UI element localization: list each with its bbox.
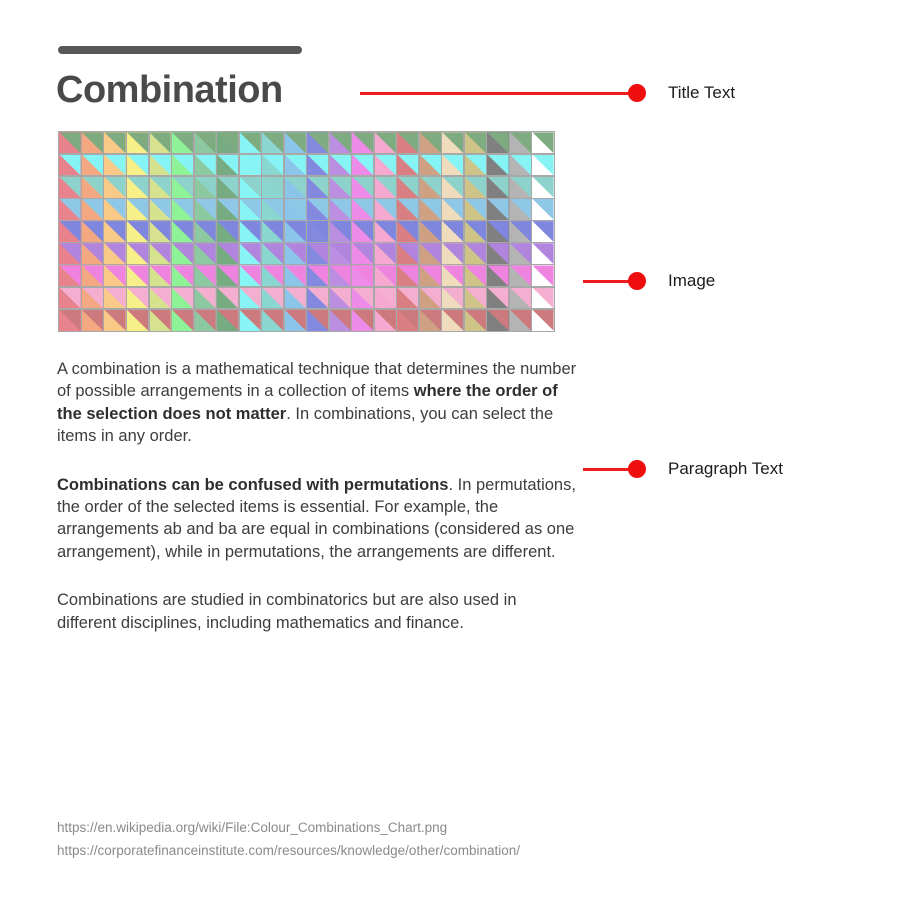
chart-cell — [375, 265, 396, 286]
chart-cell — [532, 177, 553, 198]
chart-cell — [532, 155, 553, 176]
chart-cell — [262, 288, 283, 309]
chart-cell — [82, 288, 103, 309]
chart-cell — [510, 177, 531, 198]
chart-cell — [82, 265, 103, 286]
chart-cell — [532, 199, 553, 220]
chart-cell — [352, 199, 373, 220]
chart-cell — [510, 199, 531, 220]
chart-cell — [487, 288, 508, 309]
chart-cell — [465, 132, 486, 153]
chart-grid — [58, 131, 555, 332]
chart-cell — [127, 288, 148, 309]
chart-cell — [420, 199, 441, 220]
chart-cell — [127, 177, 148, 198]
chart-cell — [172, 265, 193, 286]
chart-cell — [330, 132, 351, 153]
chart-cell — [420, 310, 441, 331]
chart-cell — [104, 310, 125, 331]
callout-leader-line — [360, 92, 630, 95]
chart-cell — [127, 155, 148, 176]
chart-cell — [82, 243, 103, 264]
chart-cell — [397, 243, 418, 264]
chart-cell — [262, 132, 283, 153]
chart-cell — [285, 177, 306, 198]
chart-cell — [127, 199, 148, 220]
chart-cell — [330, 177, 351, 198]
chart-cell — [217, 310, 238, 331]
body-text: A combination is a mathematical technique that determines the number of possible arrangements in a collection of items — [57, 360, 577, 401]
chart-cell — [104, 155, 125, 176]
chart-cell — [172, 221, 193, 242]
chart-cell — [240, 265, 261, 286]
chart-cell — [262, 199, 283, 220]
chart-cell — [307, 265, 328, 286]
colour-combinations-chart-image — [58, 131, 555, 332]
chart-cell — [172, 199, 193, 220]
chart-cell — [352, 177, 373, 198]
chart-cell — [397, 221, 418, 242]
chart-cell — [465, 243, 486, 264]
chart-cell — [307, 132, 328, 153]
chart-cell — [195, 310, 216, 331]
chart-cell — [195, 221, 216, 242]
chart-cell — [217, 265, 238, 286]
chart-cell — [397, 288, 418, 309]
chart-cell — [330, 310, 351, 331]
chart-cell — [375, 155, 396, 176]
chart-cell — [532, 243, 553, 264]
chart-cell — [82, 199, 103, 220]
chart-cell — [59, 265, 80, 286]
chart-cell — [487, 155, 508, 176]
body-copy — [57, 358, 577, 634]
chart-cell — [330, 265, 351, 286]
chart-cell — [285, 132, 306, 153]
chart-cell — [150, 243, 171, 264]
callout-label: Title Text — [668, 83, 736, 102]
chart-cell — [104, 243, 125, 264]
chart-cell — [420, 243, 441, 264]
chart-cell — [487, 199, 508, 220]
chart-cell — [510, 265, 531, 286]
chart-cell — [104, 132, 125, 153]
chart-cell — [82, 132, 103, 153]
callout-dot-icon — [628, 84, 646, 102]
chart-cell — [104, 221, 125, 242]
chart-cell — [442, 243, 463, 264]
page-title: Combination — [56, 69, 283, 111]
chart-cell — [442, 155, 463, 176]
chart-cell — [150, 288, 171, 309]
chart-cell — [532, 310, 553, 331]
chart-cell — [240, 155, 261, 176]
chart-cell — [487, 221, 508, 242]
chart-cell — [195, 288, 216, 309]
chart-cell — [262, 310, 283, 331]
chart-cell — [150, 310, 171, 331]
chart-cell — [195, 243, 216, 264]
chart-cell — [262, 155, 283, 176]
chart-cell — [420, 155, 441, 176]
chart-cell — [442, 199, 463, 220]
chart-cell — [532, 288, 553, 309]
title-accent-bar — [58, 46, 302, 54]
chart-cell — [465, 310, 486, 331]
chart-cell — [352, 310, 373, 331]
chart-cell — [397, 132, 418, 153]
chart-cell — [330, 155, 351, 176]
callout-label: Paragraph Text — [668, 459, 783, 478]
chart-cell — [465, 177, 486, 198]
chart-cell — [352, 155, 373, 176]
chart-cell — [59, 310, 80, 331]
chart-cell — [510, 310, 531, 331]
chart-cell — [195, 132, 216, 153]
chart-cell — [375, 132, 396, 153]
chart-cell — [127, 310, 148, 331]
chart-cell — [352, 221, 373, 242]
chart-cell — [465, 221, 486, 242]
paragraph — [57, 474, 577, 564]
chart-cell — [240, 221, 261, 242]
chart-cell — [82, 221, 103, 242]
chart-cell — [262, 221, 283, 242]
chart-cell — [195, 265, 216, 286]
chart-cell — [487, 132, 508, 153]
chart-cell — [442, 310, 463, 331]
callout-leader-line — [583, 280, 630, 283]
chart-cell — [442, 177, 463, 198]
chart-cell — [307, 155, 328, 176]
chart-cell — [352, 265, 373, 286]
chart-cell — [330, 199, 351, 220]
chart-cell — [172, 243, 193, 264]
chart-cell — [150, 199, 171, 220]
chart-cell — [352, 243, 373, 264]
chart-cell — [487, 310, 508, 331]
chart-cell — [240, 288, 261, 309]
chart-cell — [217, 199, 238, 220]
callout-label: Image — [668, 271, 716, 290]
chart-cell — [217, 221, 238, 242]
chart-cell — [465, 199, 486, 220]
chart-cell — [487, 177, 508, 198]
chart-cell — [172, 132, 193, 153]
chart-cell — [240, 177, 261, 198]
chart-cell — [397, 265, 418, 286]
chart-cell — [285, 243, 306, 264]
emphasis-text: where the order of the selection does not matter — [57, 382, 558, 423]
chart-cell — [375, 221, 396, 242]
chart-cell — [397, 177, 418, 198]
chart-cell — [262, 177, 283, 198]
chart-cell — [285, 199, 306, 220]
chart-cell — [285, 310, 306, 331]
chart-cell — [532, 265, 553, 286]
chart-cell — [217, 288, 238, 309]
chart-cell — [307, 243, 328, 264]
chart-cell — [442, 132, 463, 153]
chart-cell — [375, 310, 396, 331]
chart-cell — [195, 199, 216, 220]
chart-cell — [510, 288, 531, 309]
chart-cell — [285, 288, 306, 309]
chart-cell — [420, 288, 441, 309]
sources-list — [57, 816, 757, 862]
body-text: . In combinations, you can select the items in any order. — [57, 404, 554, 446]
chart-cell — [510, 243, 531, 264]
source-url[interactable]: https://corporatefinanceinstitute.com/resources/knowledge/other/combination/ — [57, 843, 521, 858]
chart-cell — [127, 132, 148, 153]
chart-cell — [420, 265, 441, 286]
chart-cell — [172, 177, 193, 198]
chart-cell — [172, 155, 193, 176]
paragraph — [57, 589, 577, 634]
chart-cell — [217, 243, 238, 264]
chart-cell — [104, 265, 125, 286]
body-text: . In permutations, the order of the selected items is essential. For example, the arrangements ab and ba are equal in combinations (considered as one arrangement), while in permutations, the arrangements are different. — [57, 475, 576, 561]
chart-cell — [150, 177, 171, 198]
chart-cell — [82, 155, 103, 176]
chart-cell — [487, 265, 508, 286]
chart-cell — [510, 221, 531, 242]
chart-cell — [59, 132, 80, 153]
chart-cell — [532, 132, 553, 153]
chart-cell — [375, 199, 396, 220]
callout-dot-icon — [628, 272, 646, 290]
callout-leader-line — [583, 468, 630, 471]
chart-cell — [104, 199, 125, 220]
chart-cell — [307, 288, 328, 309]
chart-cell — [465, 265, 486, 286]
chart-cell — [420, 132, 441, 153]
chart-cell — [307, 310, 328, 331]
chart-cell — [150, 221, 171, 242]
chart-cell — [420, 177, 441, 198]
chart-cell — [172, 310, 193, 331]
chart-cell — [217, 177, 238, 198]
emphasis-text: Combinations can be confused with permutations — [57, 475, 449, 494]
chart-cell — [59, 243, 80, 264]
chart-cell — [420, 221, 441, 242]
chart-cell — [465, 155, 486, 176]
chart-cell — [510, 132, 531, 153]
paragraph — [57, 358, 577, 448]
chart-cell — [285, 155, 306, 176]
chart-cell — [375, 177, 396, 198]
chart-cell — [330, 243, 351, 264]
chart-cell — [127, 265, 148, 286]
chart-cell — [240, 199, 261, 220]
chart-cell — [127, 243, 148, 264]
chart-cell — [262, 243, 283, 264]
chart-cell — [195, 177, 216, 198]
chart-cell — [307, 177, 328, 198]
chart-cell — [59, 199, 80, 220]
chart-cell — [375, 288, 396, 309]
chart-cell — [217, 155, 238, 176]
chart-cell — [82, 177, 103, 198]
chart-cell — [104, 288, 125, 309]
chart-cell — [195, 155, 216, 176]
chart-cell — [82, 310, 103, 331]
chart-cell — [150, 155, 171, 176]
chart-cell — [59, 288, 80, 309]
body-text: Combinations are studied in combinatorics but are also used in different disciplines, including mathematics and finance. — [57, 591, 517, 632]
callout-dot-icon — [628, 460, 646, 478]
chart-cell — [262, 265, 283, 286]
chart-cell — [465, 288, 486, 309]
chart-cell — [442, 265, 463, 286]
chart-cell — [330, 221, 351, 242]
chart-cell — [217, 132, 238, 153]
chart-cell — [532, 221, 553, 242]
chart-cell — [307, 199, 328, 220]
chart-cell — [307, 221, 328, 242]
chart-cell — [487, 243, 508, 264]
chart-cell — [172, 288, 193, 309]
chart-cell — [375, 243, 396, 264]
chart-cell — [352, 132, 373, 153]
source-url[interactable]: https://en.wikipedia.org/wiki/File:Colour_Combinations_Chart.png — [57, 820, 448, 835]
chart-cell — [150, 132, 171, 153]
chart-cell — [442, 288, 463, 309]
chart-cell — [240, 243, 261, 264]
chart-cell — [127, 221, 148, 242]
chart-cell — [59, 221, 80, 242]
chart-cell — [240, 132, 261, 153]
chart-cell — [104, 177, 125, 198]
chart-cell — [397, 310, 418, 331]
chart-cell — [150, 265, 171, 286]
chart-cell — [240, 310, 261, 331]
chart-cell — [330, 288, 351, 309]
chart-cell — [442, 221, 463, 242]
chart-cell — [285, 265, 306, 286]
chart-cell — [285, 221, 306, 242]
chart-cell — [352, 288, 373, 309]
chart-cell — [510, 155, 531, 176]
chart-cell — [59, 155, 80, 176]
chart-cell — [397, 155, 418, 176]
chart-cell — [397, 199, 418, 220]
chart-cell — [59, 177, 80, 198]
